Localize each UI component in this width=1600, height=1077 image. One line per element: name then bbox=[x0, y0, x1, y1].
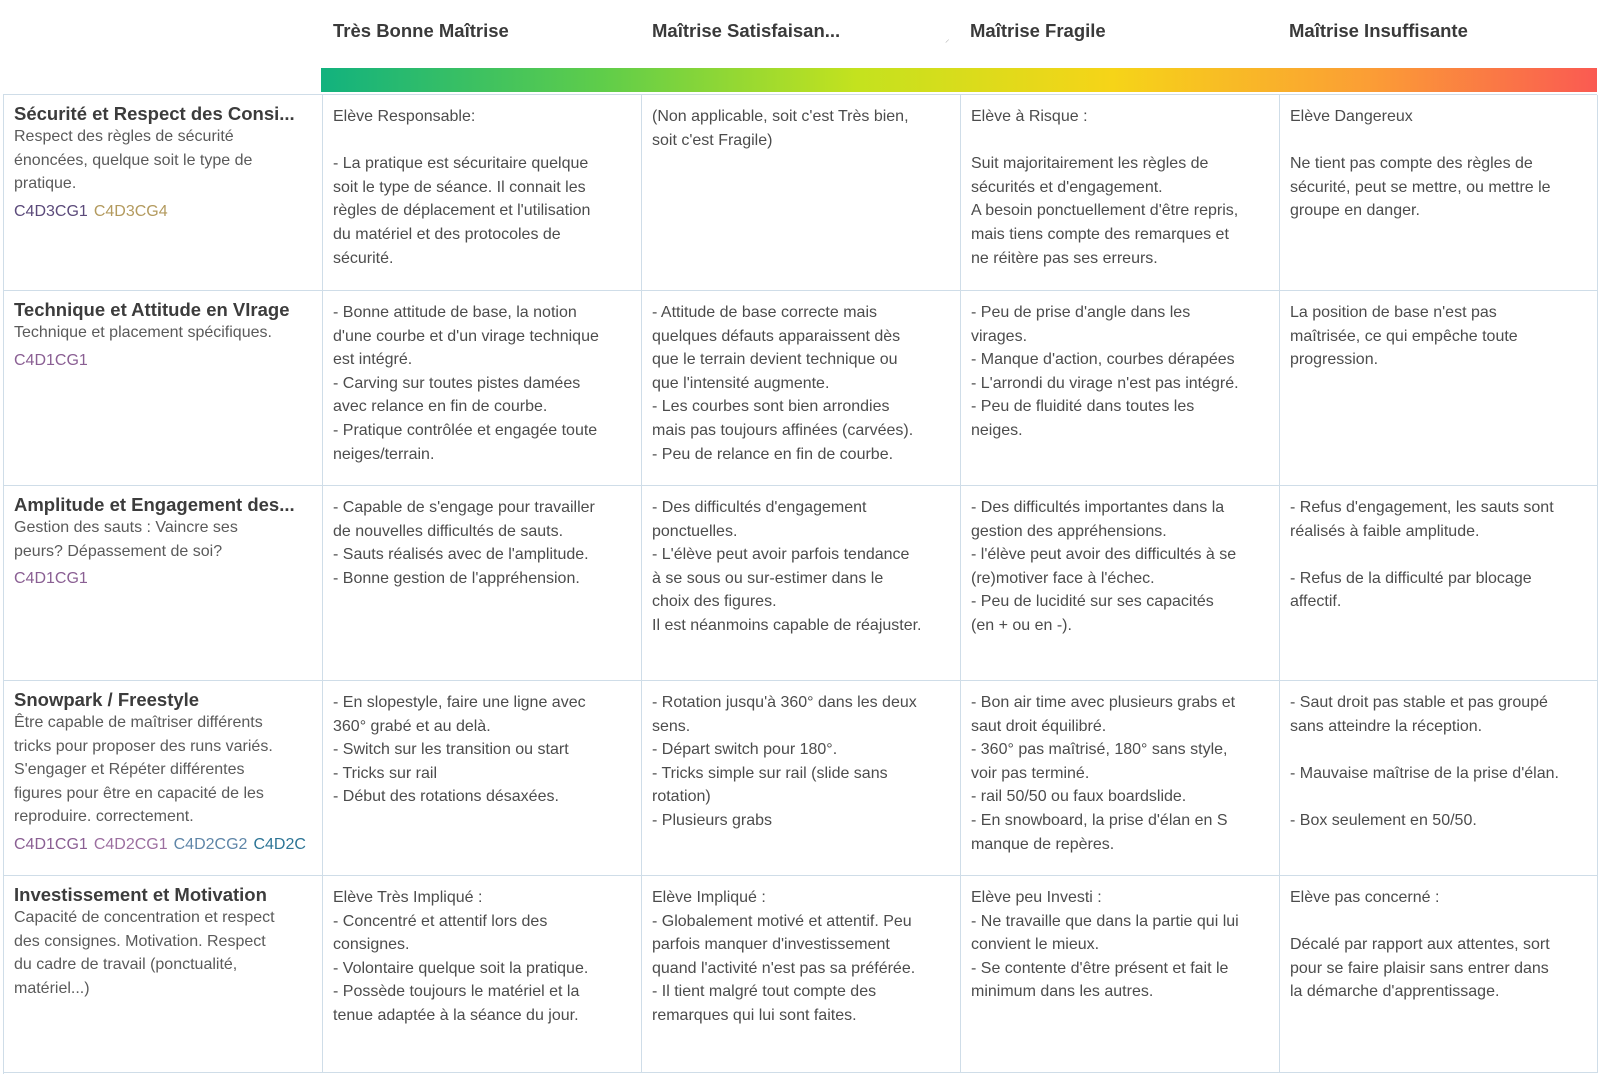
rubric-cell-level-2[interactable] bbox=[642, 876, 961, 1073]
rubric-cell-level-1[interactable] bbox=[323, 486, 642, 681]
rubric-cell-level-1[interactable] bbox=[323, 876, 642, 1073]
rubric-cell-text: - Des difficultés d'engagement ponctuelles. - L'élève peut avoir parfois tendance à se sous ou sur-estimer dans le choix des figures. Il est néanmoins capable de réajuster. bbox=[652, 499, 922, 634]
criterion-title: Technique et Attitude en VIrage bbox=[14, 299, 290, 320]
competency-code-tag[interactable]: C4D3CG4 bbox=[93, 202, 168, 220]
criterion-cell[interactable] bbox=[4, 681, 323, 876]
rubric-cell-level-3[interactable] bbox=[961, 876, 1280, 1073]
mastery-gradient-bar bbox=[321, 68, 1597, 92]
rubric-cell-text: - Capable de s'engage pour travailler de nouvelles difficultés de sauts. - Sauts réalisés avec de l'amplitude. - Bonne gestion de l'appréhension. bbox=[333, 499, 595, 587]
rubric-cell-level-1[interactable] bbox=[323, 291, 642, 486]
rubric-cell-text: Elève à Risque : Suit majoritairement les règles de sécurités et d'engagement. A besoin ponctuellement d'être repris, mais tiens compte des remarques et ne réitère pas ses erreurs. bbox=[971, 108, 1239, 267]
rubric-cell-level-4[interactable] bbox=[1280, 291, 1598, 486]
criterion-description: Être capable de maîtriser différents tricks pour proposer des runs variés. S'engager et Répéter différentes figures pour être en capacité de les reproduire. correctement. bbox=[14, 714, 273, 825]
competency-codes bbox=[14, 349, 312, 373]
competency-codes bbox=[14, 833, 312, 857]
rubric-cell-level-2[interactable] bbox=[642, 95, 961, 291]
criterion-title: Sécurité et Respect des Consi... bbox=[14, 103, 295, 124]
rubric-cell-level-1[interactable] bbox=[323, 681, 642, 876]
rubric-cell-level-3[interactable] bbox=[961, 486, 1280, 681]
rubric-cell-text: - Bon air time avec plusieurs grabs et saut droit équilibré. - 360° pas maîtrisé, 180° sans style, voir pas terminé. - rail 50/50 ou faux boardslide. - En snowboard, la prise d'élan en S manque de repères. bbox=[971, 694, 1236, 853]
criterion-description: Technique et placement spécifiques. bbox=[14, 324, 272, 341]
competency-code-tag[interactable]: C4D2C bbox=[253, 835, 306, 853]
competency-codes bbox=[14, 567, 312, 591]
rubric-cell-level-4[interactable] bbox=[1280, 486, 1598, 681]
rubric-cell-level-2[interactable] bbox=[642, 486, 961, 681]
rubric-cell-level-4[interactable] bbox=[1280, 95, 1598, 291]
rubric-cell-level-1[interactable] bbox=[323, 95, 642, 291]
criterion-cell[interactable] bbox=[4, 486, 323, 681]
rubric-cell-text: (Non applicable, soit c'est Très bien, soit c'est Fragile) bbox=[652, 108, 909, 149]
criterion-description: Respect des règles de sécurité énoncées, quelque soit le type de pratique. bbox=[14, 128, 253, 192]
criterion-description: Gestion des sauts : Vaincre ses peurs? Dépassement de soi? bbox=[14, 519, 238, 560]
level-header bbox=[0, 0, 1600, 66]
rubric-cell-text: - Saut droit pas stable et pas groupé sans atteindre la réception. - Mauvaise maîtrise de la prise d'élan. - Box seulement en 50/50. bbox=[1290, 694, 1559, 829]
criterion-cell[interactable] bbox=[4, 291, 323, 486]
level-header-1[interactable]: Très Bonne Maîtrise bbox=[333, 20, 509, 41]
rubric-cell-level-3[interactable] bbox=[961, 95, 1280, 291]
rubric-cell-text: - Peu de prise d'angle dans les virages. - Manque d'action, courbes dérapées - L'arrondi du virage n'est pas intégré. - Peu de fluidité dans toutes les neiges. bbox=[971, 304, 1239, 439]
rubric-cell-text: - Attitude de base correcte mais quelques défauts apparaissent dès que le terrain devient technique ou que l'intensité augmente. - Les courbes sont bien arrondies mais pas toujours affinées (carvées). - Peu de relance en fin de courbe. bbox=[652, 304, 914, 463]
competency-code-tag[interactable]: C4D1CG1 bbox=[14, 570, 88, 587]
criterion-title: Investissement et Motivation bbox=[14, 884, 267, 905]
criterion-cell[interactable] bbox=[4, 876, 323, 1073]
criterion-description: Capacité de concentration et respect des consignes. Motivation. Respect du cadre de travail (ponctualité, matériel...) bbox=[14, 909, 275, 997]
rubric-cell-level-3[interactable] bbox=[961, 681, 1280, 876]
resize-handle-icon: ⸝ bbox=[945, 34, 950, 44]
rubric-cell-text: Elève Dangereux Ne tient pas compte des règles de sécurité, peut se mettre, ou mettre le groupe en danger. bbox=[1290, 108, 1551, 220]
rubric-cell-text: - Refus d'engagement, les sauts sont réalisés à faible amplitude. - Refus de la difficulté par blocage affectif. bbox=[1290, 499, 1554, 611]
rubric-cell-text: La position de base n'est pas maîtrisée, ce qui empêche toute progression. bbox=[1290, 304, 1518, 369]
rubric-cell-level-3[interactable] bbox=[961, 291, 1280, 486]
rubric-cell-text: Elève peu Investi : - Ne travaille que dans la partie qui lui convient le mieux. - Se contente d'être présent et fait le minimum dans les autres. bbox=[971, 889, 1239, 1001]
rubric-cell-text: - Rotation jusqu'à 360° dans les deux sens. - Départ switch pour 180°. - Tricks simple sur rail (slide sans rotation) - Plusieurs grabs bbox=[652, 694, 917, 829]
competency-code-tag[interactable]: C4D2CG2 bbox=[173, 835, 248, 853]
rubric-cell-level-4[interactable] bbox=[1280, 681, 1598, 876]
competency-code-tag[interactable]: C4D1CG1 bbox=[14, 351, 88, 369]
rubric-cell-text: Elève Responsable: - La pratique est sécuritaire quelque soit le type de séance. Il connait les règles de déplacement et l'utilisation du matériel et des protocoles de sécurité. bbox=[333, 108, 591, 267]
rubric-cell-text: - Des difficultés importantes dans la gestion des appréhensions. - l'élève peut avoir des difficultés à se (re)motiver face à l'échec. - Peu de lucidité sur ses capacités (en + ou en -). bbox=[971, 499, 1237, 634]
rubric-cell-text: Elève pas concerné : Décalé par rapport aux attentes, sort pour se faire plaisir sans entrer dans la démarche d'apprentissage. bbox=[1290, 889, 1550, 1001]
competency-code-tag[interactable]: C4D1CG1 bbox=[14, 835, 88, 853]
rubric-cell-text: Elève Très Impliqué : - Concentré et attentif lors des consignes. - Volontaire quelque soit la pratique. - Possède toujours le matériel et la tenue adaptée à la séance du jour. bbox=[333, 889, 589, 1024]
criterion-cell[interactable] bbox=[4, 95, 323, 291]
rubric-cell-level-2[interactable] bbox=[642, 291, 961, 486]
level-header-2[interactable]: Maîtrise Satisfaisan... bbox=[652, 20, 841, 41]
competency-code-tag[interactable]: C4D3CG1 bbox=[14, 202, 88, 220]
criterion-title: Amplitude et Engagement des... bbox=[14, 494, 295, 515]
rubric-cell-text: - En slopestyle, faire une ligne avec 360° grabé et au delà. - Switch sur les transition ou start - Tricks sur rail - Début des rotations désaxées. bbox=[333, 694, 586, 806]
level-header-4[interactable]: Maîtrise Insuffisante bbox=[1289, 20, 1468, 41]
rubric-cell-text: Elève Impliqué : - Globalement motivé et attentif. Peu parfois manquer d'investissement quand l'activité n'est pas sa préférée. - Il tient malgré tout compte des remarques qui lui sont faites. bbox=[652, 889, 916, 1024]
rubric-cell-level-2[interactable] bbox=[642, 681, 961, 876]
criterion-title: Snowpark / Freestyle bbox=[14, 689, 200, 710]
rubric-cell-level-4[interactable] bbox=[1280, 876, 1598, 1073]
competency-code-tag[interactable]: C4D2CG1 bbox=[93, 835, 168, 853]
rubric-grid bbox=[3, 94, 1597, 1074]
rubric-cell-text: - Bonne attitude de base, la notion d'une courbe et d'un virage technique est intégré. - Carving sur toutes pistes damées avec relance en fin de courbe. - Pratique contrôlée et engagée toute neiges/terrain. bbox=[333, 304, 599, 463]
competency-codes bbox=[14, 200, 312, 224]
level-header-3[interactable]: Maîtrise Fragile bbox=[970, 20, 1106, 41]
